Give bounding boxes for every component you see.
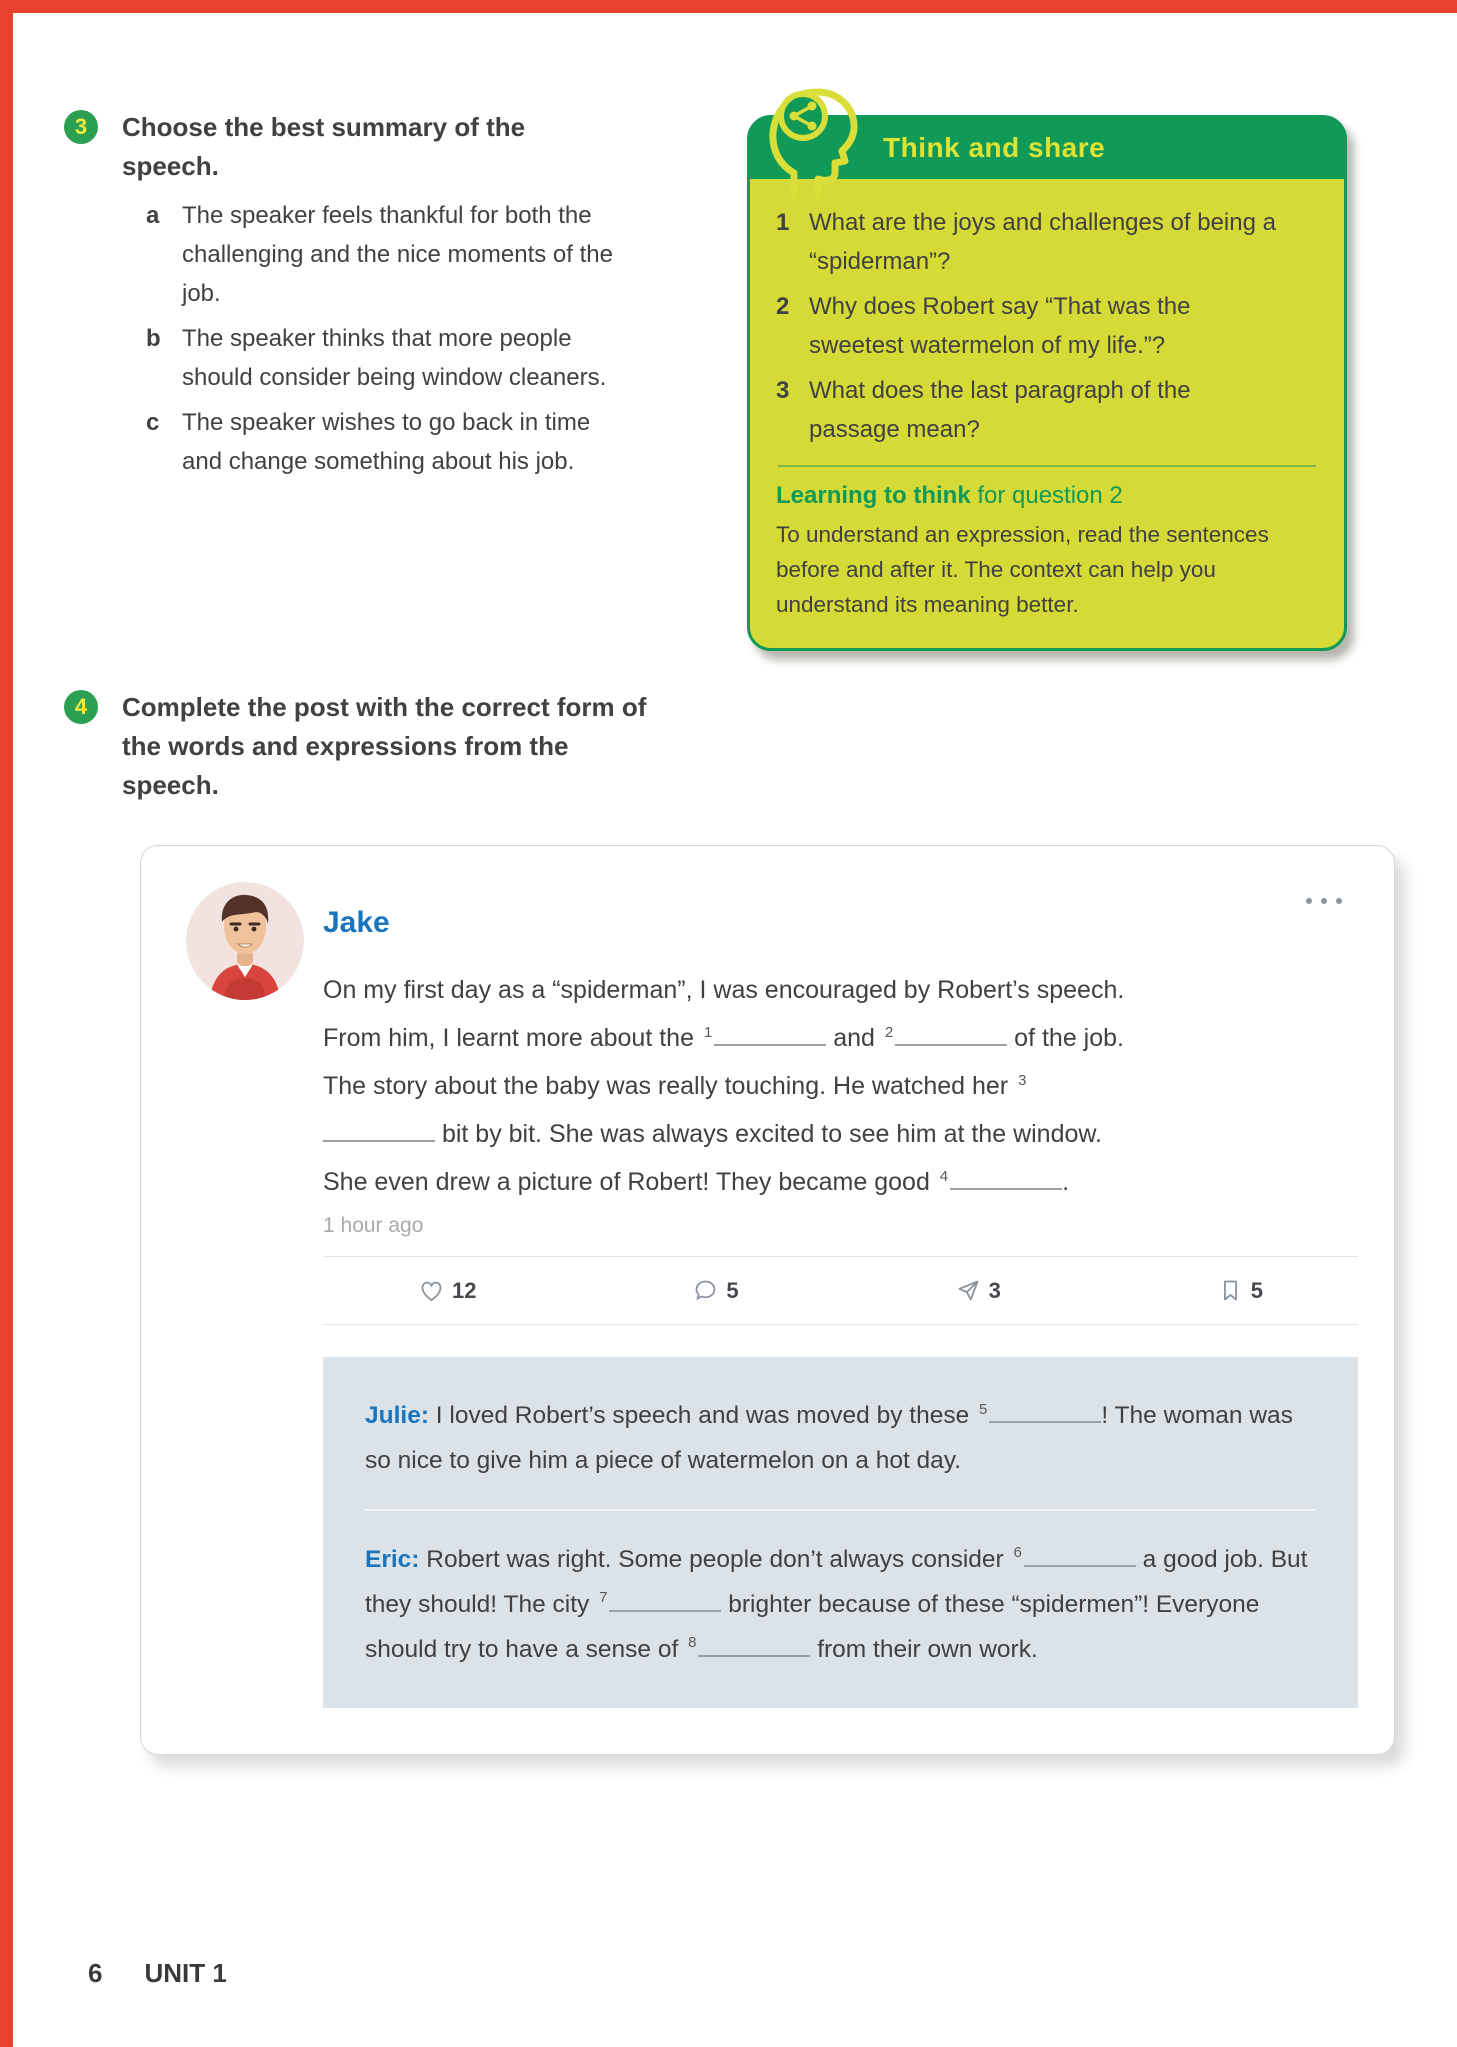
avatar: [186, 882, 304, 1000]
question-number: 1: [776, 209, 790, 236]
comments-box: [323, 1357, 1358, 1708]
page-footer: [88, 1958, 227, 1989]
comment-julie: [365, 1393, 1316, 1483]
exercise-3-title: Choose the best summary of the speech.: [122, 112, 526, 181]
option-text: The speaker wishes to go back in time and change something about his job.: [182, 409, 591, 475]
fill-in-blank: [1024, 1565, 1136, 1567]
exercise-4-title: Complete the post with the correct form of the words and expressions from the speech.: [122, 692, 647, 800]
question-text: What does the last paragraph of the passage mean?: [809, 377, 1191, 443]
comment-author: Julie:: [365, 1402, 429, 1429]
divider: [323, 1324, 1358, 1325]
option-c: [146, 403, 724, 481]
tip-divider: [778, 465, 1316, 467]
exercise-number-badge: 3: [64, 110, 98, 144]
learning-to-think-text: To understand an expression, read the sentences before and after it. The context can help you understand its meaning better.: [776, 521, 1269, 617]
think-and-share-box: [747, 115, 1347, 651]
learning-to-think-heading: [776, 479, 1318, 513]
option-letter: a: [146, 202, 160, 229]
bookmark-icon: [1217, 1277, 1244, 1304]
fill-in-blank: [950, 1188, 1062, 1190]
comment-count: 5: [726, 1277, 739, 1303]
exercise-number-badge: 4: [64, 690, 98, 724]
comment-author: Eric:: [365, 1545, 420, 1573]
post-card: [140, 845, 1395, 1755]
option-letter: b: [146, 325, 161, 352]
fill-in-blank: [609, 1610, 721, 1612]
blank-number: 7: [599, 1589, 608, 1607]
option-text: The speaker thinks that more people should consider being window cleaners.: [182, 325, 607, 391]
post-author-name: Jake: [323, 906, 390, 939]
think-and-share-title: Think and share: [883, 132, 1106, 163]
blank-number: 6: [1013, 1544, 1022, 1562]
think-and-share-header: [749, 117, 1345, 179]
blank-number: 5: [979, 1400, 988, 1418]
option-a: [146, 196, 724, 313]
post-actions-bar: [323, 1257, 1358, 1324]
option-letter: c: [146, 409, 160, 436]
exercise-4-section: [64, 688, 724, 805]
post-body-text: On my first day as a “spiderman”, I was encouraged by Robert’s speech. From him, I learnt more about the $^1$ and $^2$ of the job. The story about the baby was really touching. He watched her $^3$ bit by bit. She was always excited to see him at the window. She even drew a picture of Robert! They became good $^4$ .: [323, 976, 1125, 1196]
question-number: 2: [776, 293, 790, 320]
heart-icon: [418, 1277, 445, 1304]
more-options-icon[interactable]: [1306, 898, 1342, 904]
learning-to-think-subtitle: for question 2: [970, 481, 1123, 509]
unit-label: UNIT 1: [144, 1958, 227, 1988]
comment-text: I loved Robert’s speech and was moved by these $^5$ ! The woman was so nice to give him a piece of watermelon on a hot day.: [365, 1400, 1293, 1474]
head-share-icon: [763, 83, 865, 199]
share-count: 3: [988, 1277, 1001, 1303]
comment-divider: [365, 1509, 1316, 1511]
option-text: The speaker feels thankful for both the challenging and the nice moments of the job.: [182, 202, 613, 307]
think-question-3: [776, 371, 1318, 449]
page-number: 6: [88, 1958, 103, 1988]
exercise-3-section: [64, 108, 724, 487]
comment-text: Robert was right. Some people don’t always consider $^6$ a good job. But they should! The city $^7$ brighter because of these “spidermen”! Everyone should try to have a sense of $^8$ from their own work.: [365, 1544, 1308, 1663]
think-question-2: [776, 287, 1318, 365]
question-text: Why does Robert say “That was the sweetest watermelon of my life.”?: [809, 293, 1191, 359]
question-number: 3: [776, 377, 790, 404]
think-question-1: [776, 203, 1318, 281]
exercise-3-options: [146, 196, 724, 481]
blank-number: 8: [688, 1634, 697, 1652]
blank-number: 4: [939, 1167, 949, 1185]
blank-number: 1: [703, 1023, 713, 1041]
bookmark-count: 5: [1250, 1277, 1263, 1303]
learning-to-think-title: Learning to think: [776, 481, 971, 509]
fill-in-blank: [698, 1655, 810, 1657]
comment-button[interactable]: [692, 1277, 738, 1304]
like-button[interactable]: [418, 1277, 476, 1304]
bookmark-button[interactable]: [1217, 1277, 1263, 1304]
blank-number: 2: [884, 1023, 894, 1041]
post-timestamp: 1 hour ago: [323, 1214, 424, 1237]
fill-in-blank: [989, 1421, 1101, 1423]
fill-in-blank: [714, 1044, 826, 1046]
like-count: 12: [452, 1277, 477, 1303]
fill-in-blank: [895, 1044, 1007, 1046]
blank-number: 3: [1018, 1071, 1027, 1089]
share-icon: [955, 1277, 982, 1304]
option-b: [146, 319, 724, 397]
comment-eric: [365, 1537, 1316, 1672]
question-text: What are the joys and challenges of being a “spiderman”?: [809, 209, 1276, 275]
fill-in-blank: [323, 1140, 435, 1142]
comment-icon: [692, 1277, 719, 1304]
share-button[interactable]: [955, 1277, 1001, 1304]
